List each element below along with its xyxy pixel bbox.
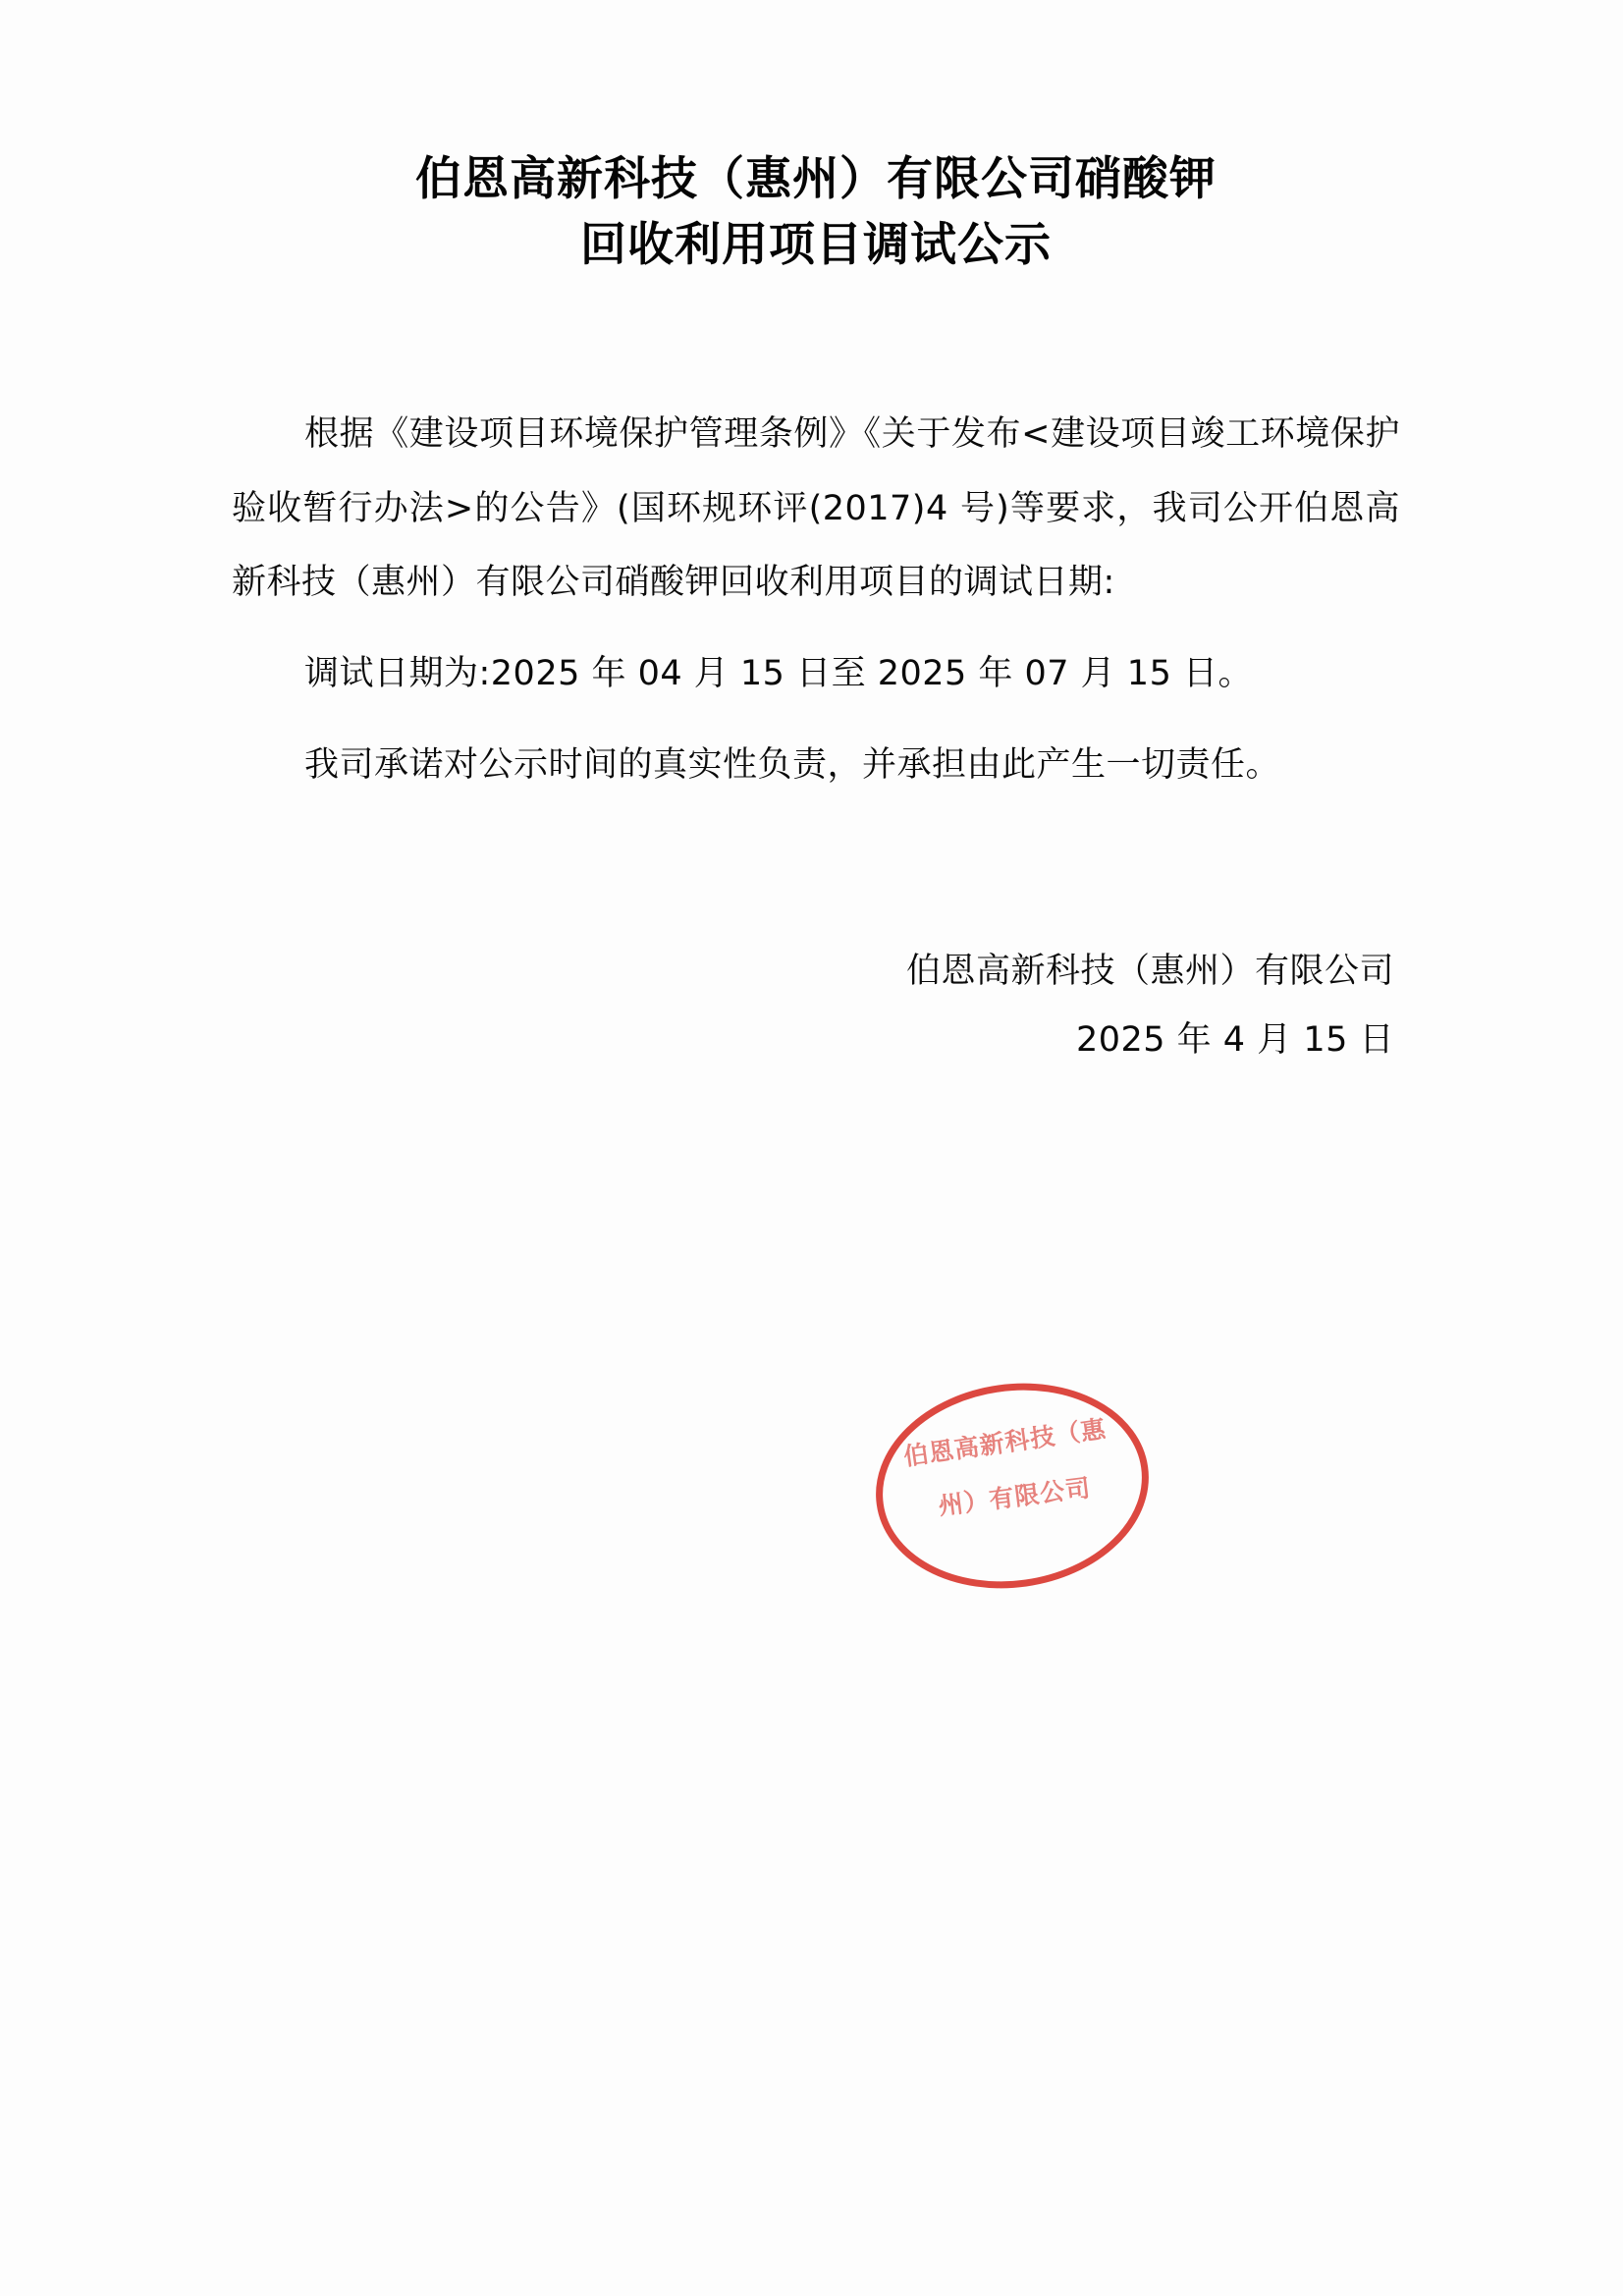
svg-text:州）有限公司: 州）有限公司 — [937, 1473, 1093, 1521]
company-seal-stamp — [870, 1380, 1155, 1592]
signature-block — [232, 937, 1400, 1074]
signature-date: 2025 年 4 月 15 日 — [1075, 1019, 1394, 1060]
signature-company: 伯恩高新科技（惠州）有限公司 — [905, 951, 1394, 991]
document-body — [232, 147, 1400, 1074]
page-title-line-1: 伯恩高新科技（惠州）有限公司硝酸钾 — [415, 152, 1217, 206]
paragraph-basis: 根据《建设项目环境保护管理条例》《关于发布<建设项目竣工环境保护验收暂行办法>的公告》(国环规环评(2017)4 号)等要求，我司公开伯恩高新科技（惠州）有限公司硝酸钾回收利用项目的调试日期: — [232, 414, 1400, 602]
paragraph-commissioning-date: 调试日期为:2025 年 04 月 15 日至 2025 年 07 月 15 日。 — [304, 654, 1253, 694]
page-title — [232, 147, 1400, 278]
paragraph-commitment: 我司承诺对公示时间的真实性负责，并承担由此产生一切责任。 — [304, 745, 1281, 786]
page-title-line-2: 回收利用项目调试公示 — [580, 217, 1052, 272]
document-paragraphs — [232, 398, 1400, 802]
svg-text:伯恩高新科技（惠: 伯恩高新科技（惠 — [901, 1414, 1109, 1471]
